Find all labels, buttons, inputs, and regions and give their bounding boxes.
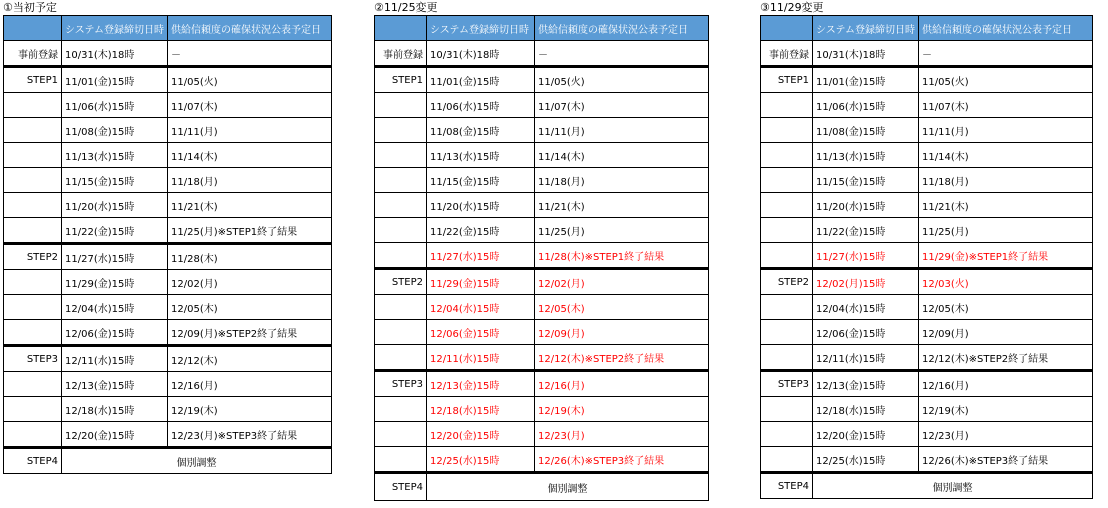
publish-cell: 12/26(木)※STEP3終了結果	[919, 447, 1093, 473]
header-cell-deadline: システム登録締切日時	[62, 16, 168, 41]
table-row	[375, 67, 709, 93]
table-row	[375, 345, 709, 371]
step-cell	[4, 143, 62, 168]
publish-cell: 11/21(木)	[168, 193, 332, 218]
table-row	[761, 320, 1093, 345]
step-cell: STEP2	[4, 244, 62, 270]
publish-cell: 11/21(木)	[919, 193, 1093, 218]
publish-cell: 11/28(木)	[168, 244, 332, 270]
publish-cell: 12/23(月)	[919, 422, 1093, 447]
deadline-cell: 10/31(木)18時	[427, 41, 535, 67]
panel-title: ③11/29変更	[760, 1, 824, 14]
table-row	[4, 218, 332, 244]
step-cell: STEP2	[761, 269, 813, 295]
deadline-cell: 12/04(水)15時	[62, 295, 168, 320]
deadline-cell: 12/18(水)15時	[813, 397, 919, 422]
step-cell	[761, 93, 813, 118]
table-row	[375, 193, 709, 218]
publish-cell: 12/16(月)	[168, 372, 332, 397]
table-row	[375, 243, 709, 269]
step-cell: STEP1	[4, 67, 62, 93]
table-row	[761, 67, 1093, 93]
deadline-cell: 11/27(水)15時	[813, 243, 919, 269]
step-cell: STEP1	[761, 67, 813, 93]
deadline-cell: 11/15(金)15時	[62, 168, 168, 193]
step-cell	[4, 397, 62, 422]
step-cell	[375, 93, 427, 118]
table-row	[761, 93, 1093, 118]
table-row	[761, 41, 1093, 67]
step-cell	[761, 218, 813, 243]
step-cell: STEP4	[375, 473, 427, 501]
deadline-cell: 11/08(金)15時	[62, 118, 168, 143]
deadline-cell: 12/11(水)15時	[62, 346, 168, 372]
deadline-cell: 11/06(水)15時	[62, 93, 168, 118]
publish-cell: 11/05(火)	[919, 67, 1093, 93]
publish-cell: 11/07(木)	[168, 93, 332, 118]
deadline-cell: 11/08(金)15時	[427, 118, 535, 143]
deadline-cell: 12/13(金)15時	[427, 371, 535, 397]
publish-cell: 11/18(月)	[919, 168, 1093, 193]
publish-cell: 11/18(月)	[535, 168, 709, 193]
deadline-cell: 11/01(金)15時	[813, 67, 919, 93]
table-row	[375, 168, 709, 193]
step-cell	[4, 193, 62, 218]
table-row	[4, 270, 332, 295]
publish-cell: 11/11(月)	[168, 118, 332, 143]
step-cell	[761, 295, 813, 320]
step-cell	[375, 243, 427, 269]
panel-change-1125	[374, 0, 709, 501]
deadline-cell: 11/27(水)15時	[427, 243, 535, 269]
publish-cell: 11/05(火)	[168, 67, 332, 93]
step-cell	[4, 320, 62, 346]
deadline-cell: 11/01(金)15時	[427, 67, 535, 93]
step-cell	[375, 345, 427, 371]
step-cell	[4, 118, 62, 143]
table-row	[761, 345, 1093, 371]
publish-cell: 12/19(木)	[919, 397, 1093, 422]
deadline-cell: 12/11(水)15時	[813, 345, 919, 371]
step-cell	[761, 143, 813, 168]
step-cell: STEP4	[4, 448, 62, 474]
step-cell: STEP2	[375, 269, 427, 295]
table-row	[761, 218, 1093, 243]
schedule-table	[3, 15, 332, 474]
table-row	[4, 422, 332, 448]
publish-cell: 11/11(月)	[535, 118, 709, 143]
publish-cell: 12/09(月)※STEP2終了結果	[168, 320, 332, 346]
table-row	[375, 473, 709, 501]
step-cell	[375, 397, 427, 422]
publish-cell: 12/09(月)	[535, 320, 709, 345]
step-cell	[375, 320, 427, 345]
deadline-cell: 12/02(月)15時	[813, 269, 919, 295]
table-row	[761, 295, 1093, 320]
panel-change-1129	[760, 0, 1093, 499]
deadline-cell: 11/13(水)15時	[813, 143, 919, 168]
publish-cell: 12/09(月)	[919, 320, 1093, 345]
step-cell	[375, 118, 427, 143]
step-cell: STEP3	[761, 371, 813, 397]
publish-cell: 12/05(木)	[919, 295, 1093, 320]
publish-cell: 11/25(月)※STEP1終了結果	[168, 218, 332, 244]
table-row	[761, 243, 1093, 269]
header-cell-publish: 供給信頼度の確保状況公表予定日	[919, 16, 1093, 41]
deadline-cell: 12/13(金)15時	[813, 371, 919, 397]
step-cell: STEP3	[375, 371, 427, 397]
deadline-cell: 12/06(金)15時	[62, 320, 168, 346]
table-row	[4, 168, 332, 193]
publish-cell: 11/14(木)	[919, 143, 1093, 168]
deadline-cell: 11/22(金)15時	[62, 218, 168, 244]
step-cell	[375, 168, 427, 193]
step-cell: 事前登録	[761, 41, 813, 67]
table-row	[375, 143, 709, 168]
header-cell-step	[4, 16, 62, 41]
table-row	[375, 118, 709, 143]
deadline-cell: 11/20(水)15時	[427, 193, 535, 218]
table-row	[375, 422, 709, 447]
deadline-cell: 11/15(金)15時	[427, 168, 535, 193]
merged-cell: 個別調整	[813, 473, 1093, 499]
table-row	[761, 118, 1093, 143]
table-row	[761, 143, 1093, 168]
deadline-cell: 11/20(水)15時	[62, 193, 168, 218]
step-cell	[375, 193, 427, 218]
table-row	[375, 41, 709, 67]
deadline-cell: 11/15(金)15時	[813, 168, 919, 193]
publish-cell: 12/23(月)※STEP3終了結果	[168, 422, 332, 448]
table-row	[375, 295, 709, 320]
publish-cell: 11/07(木)	[535, 93, 709, 118]
panel-title: ①当初予定	[3, 1, 57, 14]
publish-cell: 12/02(月)	[535, 269, 709, 295]
table-row	[761, 193, 1093, 218]
deadline-cell: 12/25(水)15時	[427, 447, 535, 473]
deadline-cell: 12/20(金)15時	[62, 422, 168, 448]
publish-cell: 12/03(火)	[919, 269, 1093, 295]
publish-cell: 11/11(月)	[919, 118, 1093, 143]
table-row	[761, 473, 1093, 499]
publish-cell: 11/21(木)	[535, 193, 709, 218]
publish-cell: 11/28(木)※STEP1終了結果	[535, 243, 709, 269]
deadline-cell: 11/20(水)15時	[813, 193, 919, 218]
step-cell	[4, 168, 62, 193]
deadline-cell: 12/11(水)15時	[427, 345, 535, 371]
deadline-cell: 11/08(金)15時	[813, 118, 919, 143]
header-cell-step	[761, 16, 813, 41]
table-row	[4, 193, 332, 218]
table-row	[4, 320, 332, 346]
deadline-cell: 12/18(水)15時	[427, 397, 535, 422]
step-cell	[761, 193, 813, 218]
publish-cell: －	[168, 41, 332, 67]
step-cell	[4, 270, 62, 295]
panel-title: ②11/25変更	[374, 1, 438, 14]
header-cell-deadline: システム登録締切日時	[427, 16, 535, 41]
publish-cell: 11/29(金)※STEP1終了結果	[919, 243, 1093, 269]
schedule-table	[374, 15, 709, 501]
step-cell	[375, 447, 427, 473]
table-row	[761, 269, 1093, 295]
step-cell	[761, 397, 813, 422]
publish-cell: 11/25(月)	[919, 218, 1093, 243]
publish-cell: 12/05(木)	[168, 295, 332, 320]
deadline-cell: 12/04(水)15時	[427, 295, 535, 320]
step-cell: 事前登録	[375, 41, 427, 67]
deadline-cell: 11/13(水)15時	[427, 143, 535, 168]
publish-cell: 12/12(木)	[168, 346, 332, 372]
merged-cell: 個別調整	[427, 473, 709, 501]
table-row	[375, 320, 709, 345]
header-cell-deadline: システム登録締切日時	[813, 16, 919, 41]
table-row	[4, 295, 332, 320]
deadline-cell: 11/29(金)15時	[62, 270, 168, 295]
merged-cell: 個別調整	[62, 448, 332, 474]
publish-cell: 12/16(月)	[535, 371, 709, 397]
deadline-cell: 11/13(水)15時	[62, 143, 168, 168]
publish-cell: 11/05(火)	[535, 67, 709, 93]
table-row	[4, 41, 332, 67]
table-row	[375, 218, 709, 243]
step-cell: STEP3	[4, 346, 62, 372]
table-row	[761, 422, 1093, 447]
deadline-cell: 11/29(金)15時	[427, 269, 535, 295]
step-cell	[4, 422, 62, 448]
table-row	[4, 397, 332, 422]
table-row	[4, 372, 332, 397]
step-cell	[761, 320, 813, 345]
step-cell: 事前登録	[4, 41, 62, 67]
publish-cell: 12/12(木)※STEP2終了結果	[919, 345, 1093, 371]
deadline-cell: 10/31(木)18時	[62, 41, 168, 67]
publish-cell: 11/25(月)	[535, 218, 709, 243]
table-header-row	[4, 16, 332, 41]
table-row	[761, 447, 1093, 473]
table-row	[761, 168, 1093, 193]
table-row	[375, 269, 709, 295]
table-row	[4, 93, 332, 118]
step-cell	[761, 345, 813, 371]
deadline-cell: 11/22(金)15時	[427, 218, 535, 243]
header-cell-step	[375, 16, 427, 41]
deadline-cell: 12/06(金)15時	[427, 320, 535, 345]
publish-cell: 12/16(月)	[919, 371, 1093, 397]
step-cell	[761, 422, 813, 447]
table-row	[4, 244, 332, 270]
step-cell	[375, 295, 427, 320]
publish-cell: 12/02(月)	[168, 270, 332, 295]
panel-initial	[3, 0, 332, 474]
step-cell	[4, 372, 62, 397]
step-cell	[4, 218, 62, 244]
publish-cell: 11/18(月)	[168, 168, 332, 193]
table-row	[761, 371, 1093, 397]
table-row	[4, 143, 332, 168]
deadline-cell: 11/01(金)15時	[62, 67, 168, 93]
table-row	[375, 397, 709, 422]
publish-cell: 12/05(木)	[535, 295, 709, 320]
step-cell	[4, 295, 62, 320]
step-cell	[761, 447, 813, 473]
step-cell	[375, 143, 427, 168]
table-row	[4, 346, 332, 372]
publish-cell: 11/14(木)	[168, 143, 332, 168]
schedule-table	[760, 15, 1093, 499]
table-row	[761, 397, 1093, 422]
publish-cell: 12/12(木)※STEP2終了結果	[535, 345, 709, 371]
deadline-cell: 12/20(金)15時	[427, 422, 535, 447]
step-cell	[4, 93, 62, 118]
publish-cell: 12/19(木)	[168, 397, 332, 422]
publish-cell: －	[919, 41, 1093, 67]
header-cell-publish: 供給信頼度の確保状況公表予定日	[168, 16, 332, 41]
table-header-row	[375, 16, 709, 41]
table-row	[4, 118, 332, 143]
table-row	[375, 371, 709, 397]
publish-cell: 12/26(木)※STEP3終了結果	[535, 447, 709, 473]
deadline-cell: 11/27(水)15時	[62, 244, 168, 270]
deadline-cell: 11/22(金)15時	[813, 218, 919, 243]
deadline-cell: 12/13(金)15時	[62, 372, 168, 397]
deadline-cell: 12/20(金)15時	[813, 422, 919, 447]
header-cell-publish: 供給信頼度の確保状況公表予定日	[535, 16, 709, 41]
step-cell	[761, 168, 813, 193]
step-cell	[375, 422, 427, 447]
publish-cell: 11/07(木)	[919, 93, 1093, 118]
deadline-cell: 11/06(水)15時	[813, 93, 919, 118]
table-header-row	[761, 16, 1093, 41]
table-row	[4, 67, 332, 93]
publish-cell: 12/19(木)	[535, 397, 709, 422]
publish-cell: 12/23(月)	[535, 422, 709, 447]
step-cell	[761, 118, 813, 143]
step-cell: STEP4	[761, 473, 813, 499]
deadline-cell: 11/06(水)15時	[427, 93, 535, 118]
step-cell	[375, 218, 427, 243]
deadline-cell: 12/04(水)15時	[813, 295, 919, 320]
deadline-cell: 12/18(水)15時	[62, 397, 168, 422]
publish-cell: 11/14(木)	[535, 143, 709, 168]
step-cell	[761, 243, 813, 269]
deadline-cell: 10/31(木)18時	[813, 41, 919, 67]
deadline-cell: 12/25(水)15時	[813, 447, 919, 473]
publish-cell: －	[535, 41, 709, 67]
table-row	[375, 93, 709, 118]
step-cell: STEP1	[375, 67, 427, 93]
deadline-cell: 12/06(金)15時	[813, 320, 919, 345]
table-row	[375, 447, 709, 473]
table-row	[4, 448, 332, 474]
